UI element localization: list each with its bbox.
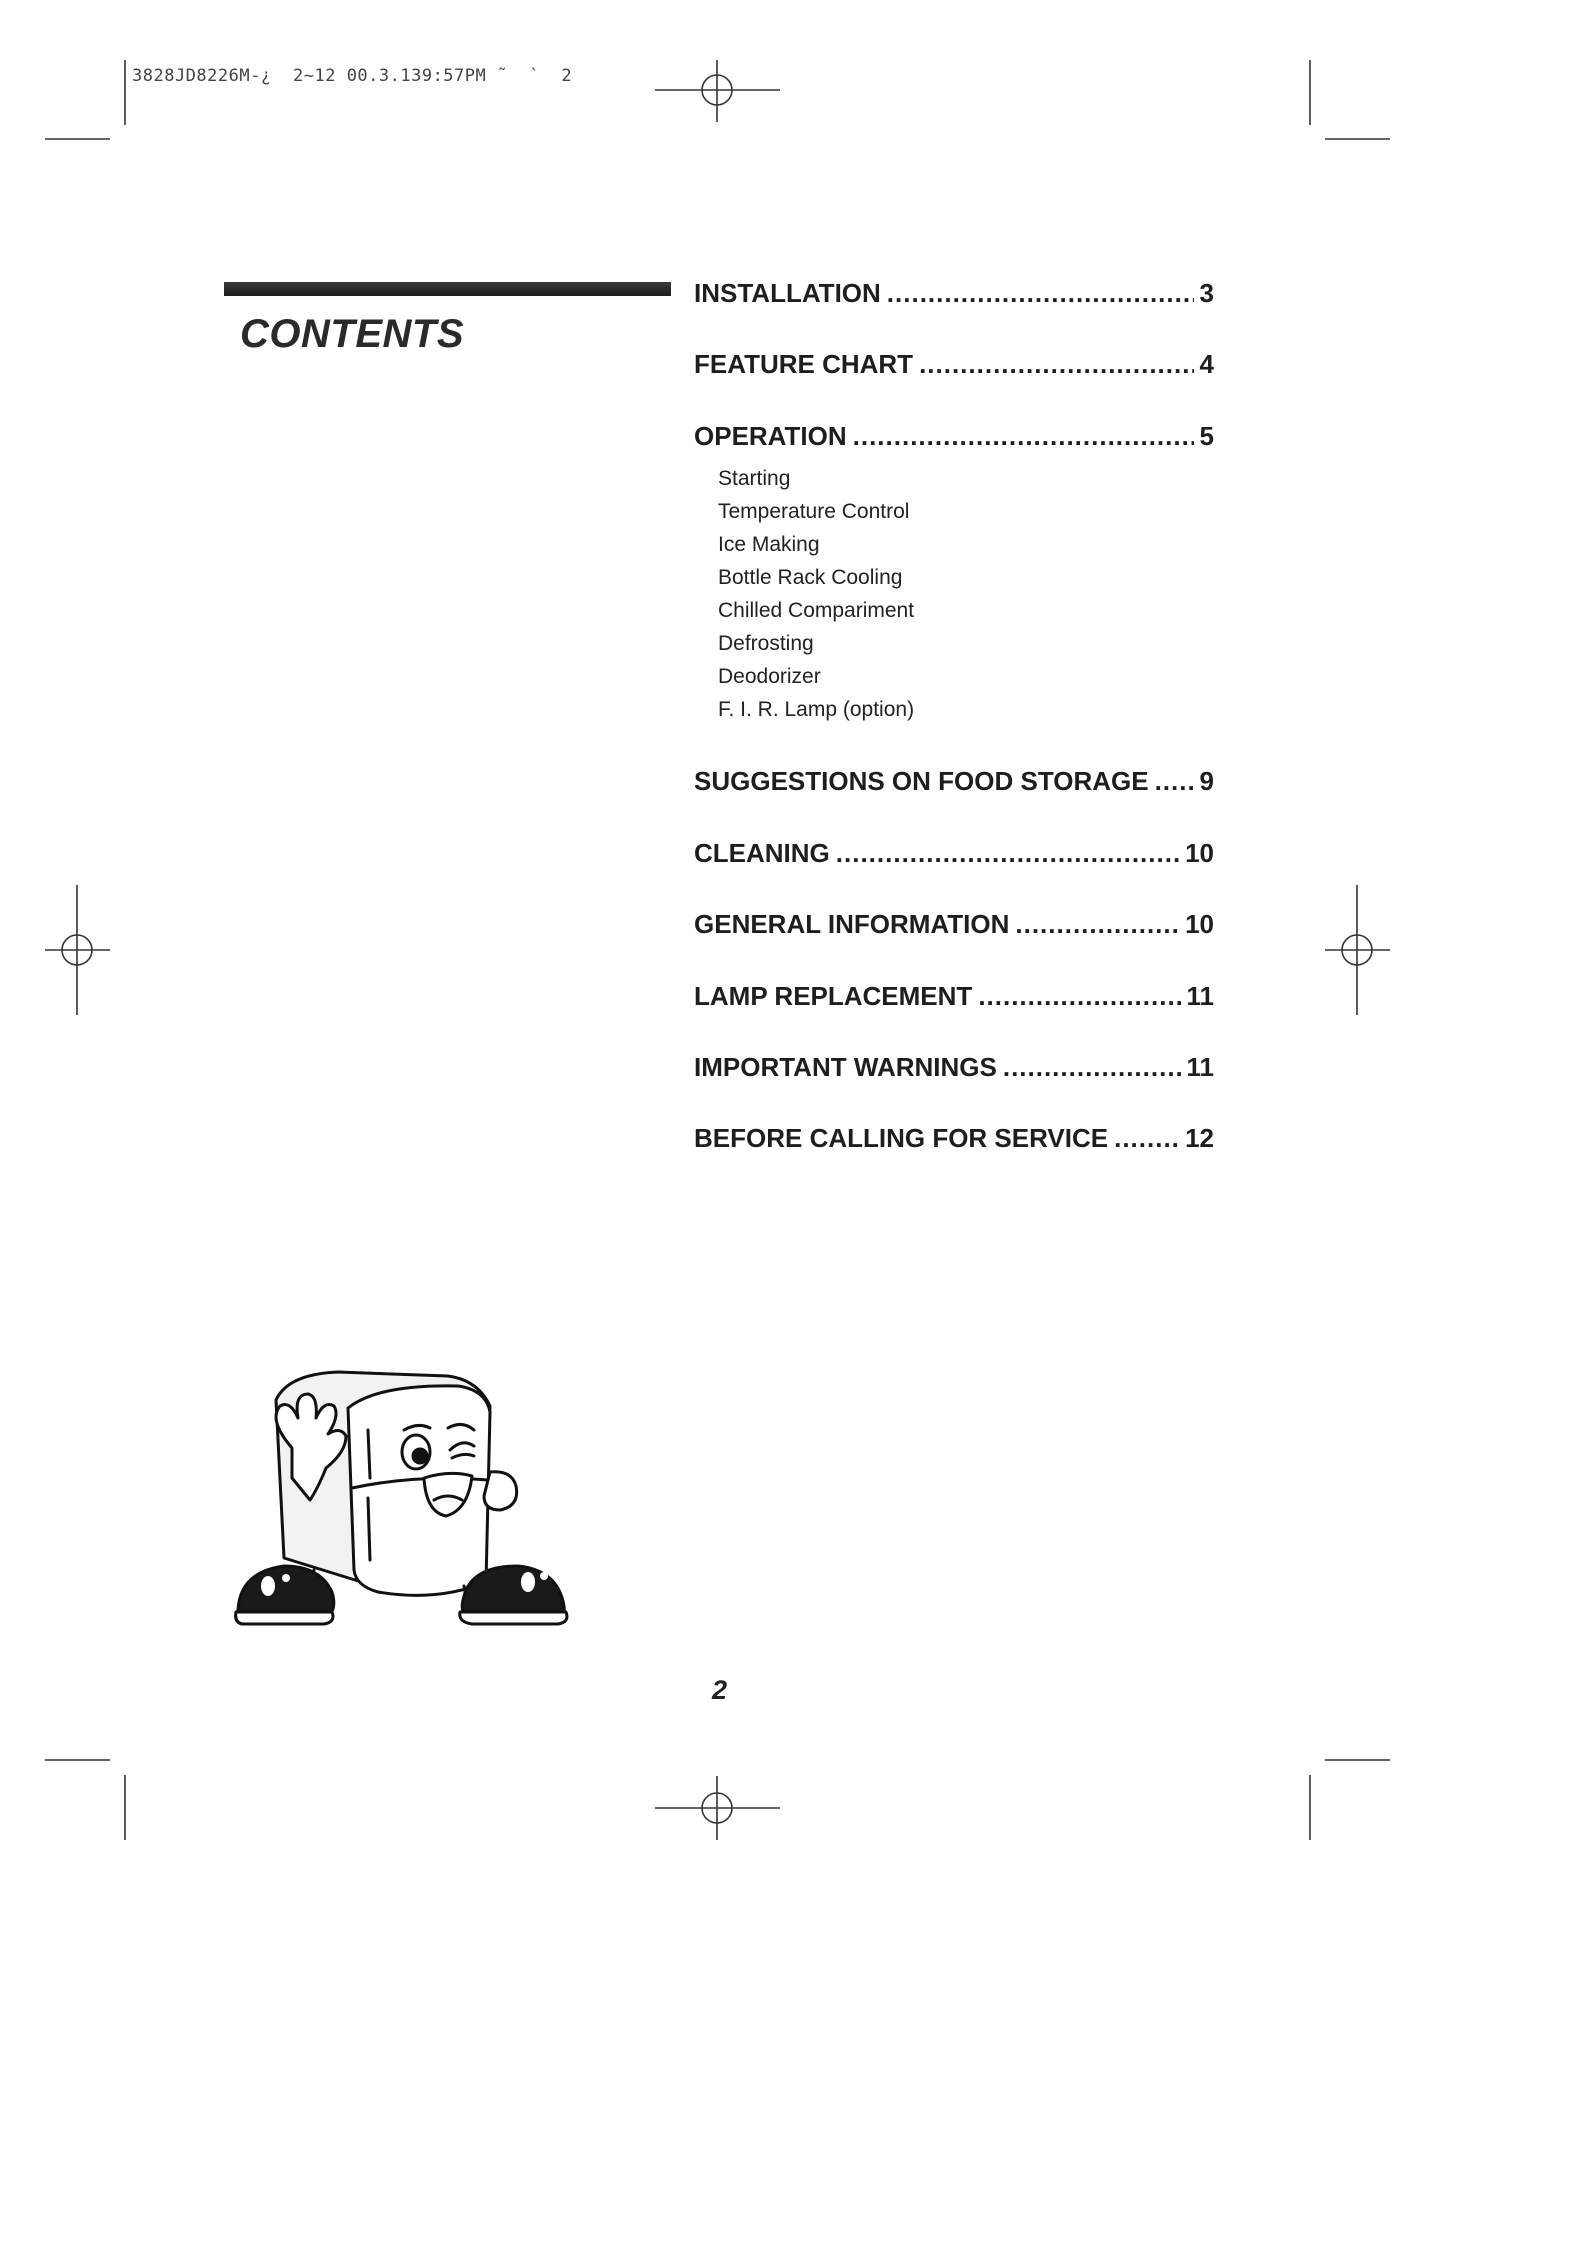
- toc-subitem[interactable]: Deodorizer: [718, 665, 821, 688]
- operation-subitems: [718, 462, 914, 726]
- toc-page-number: 9: [1199, 766, 1214, 796]
- toc-leader-dots: [1015, 909, 1179, 940]
- title-rule-bar: [224, 282, 671, 296]
- toc-leader-dots: [978, 981, 1180, 1012]
- toc-subitem[interactable]: Bottle Rack Cooling: [718, 566, 903, 589]
- toc-label: BEFORE CALLING FOR SERVICE: [694, 1123, 1109, 1153]
- crosshair-registration-icon: [655, 60, 780, 122]
- toc-entry-food-storage[interactable]: [694, 766, 1214, 800]
- toc-subitem[interactable]: Chilled Compariment: [718, 599, 915, 622]
- toc-leader-dots: [1155, 766, 1194, 797]
- page-title: CONTENTS: [240, 312, 464, 356]
- toc-page-number: 10: [1185, 838, 1214, 868]
- toc-subitem[interactable]: Defrosting: [718, 632, 814, 655]
- toc-entry-feature-chart[interactable]: [694, 349, 1214, 383]
- printer-slug: 3828JD8226M-¿ 2~12 00.3.139:57PM ˜ ` 2: [132, 66, 573, 86]
- toc-label: LAMP REPLACEMENT: [694, 981, 973, 1011]
- toc-entry-important-warnings[interactable]: [694, 1052, 1214, 1086]
- toc-leader-dots: [1114, 1123, 1179, 1154]
- toc-label: GENERAL INFORMATION: [694, 909, 1010, 939]
- toc-leader-dots: [853, 421, 1194, 452]
- toc-entry-general-information[interactable]: [694, 909, 1214, 943]
- toc-page-number: 4: [1199, 349, 1214, 379]
- toc-label: SUGGESTIONS ON FOOD STORAGE: [694, 766, 1149, 796]
- toc-subitem[interactable]: Ice Making: [718, 533, 820, 556]
- toc-label: INSTALLATION: [694, 278, 881, 308]
- toc-page-number: 5: [1199, 421, 1214, 451]
- toc-entry-installation[interactable]: [694, 278, 1214, 312]
- toc-subitem[interactable]: Starting: [718, 467, 791, 490]
- toc-page-number: 11: [1186, 981, 1214, 1011]
- toc-entry-before-calling-service[interactable]: [694, 1123, 1214, 1157]
- toc-leader-dots: [919, 349, 1193, 380]
- page-number: 2: [712, 1675, 728, 1705]
- toc-page-number: 11: [1186, 1052, 1214, 1082]
- toc-label: CLEANING: [694, 838, 830, 868]
- toc-leader-dots: [1003, 1052, 1181, 1083]
- crosshair-registration-icon: [655, 1776, 780, 1840]
- toc-entry-operation[interactable]: [694, 421, 1214, 455]
- toc-entry-lamp-replacement[interactable]: [694, 981, 1214, 1015]
- toc-label: IMPORTANT WARNINGS: [694, 1052, 997, 1082]
- toc-subitem[interactable]: Temperature Control: [718, 500, 910, 523]
- toc-label: FEATURE CHART: [694, 349, 914, 379]
- toc-label: OPERATION: [694, 421, 847, 451]
- refrigerator-mascot-icon: [228, 1360, 578, 1640]
- toc-page-number: 12: [1185, 1123, 1214, 1153]
- toc-page-number: 10: [1185, 909, 1214, 939]
- crosshair-registration-icon: [45, 885, 110, 1015]
- toc-leader-dots: [836, 838, 1179, 869]
- crosshair-registration-icon: [1325, 885, 1390, 1015]
- toc-entry-cleaning[interactable]: [694, 838, 1214, 872]
- toc-leader-dots: [887, 278, 1194, 309]
- toc-subitem[interactable]: F. I. R. Lamp (option): [718, 698, 915, 721]
- toc-page-number: 3: [1199, 278, 1214, 308]
